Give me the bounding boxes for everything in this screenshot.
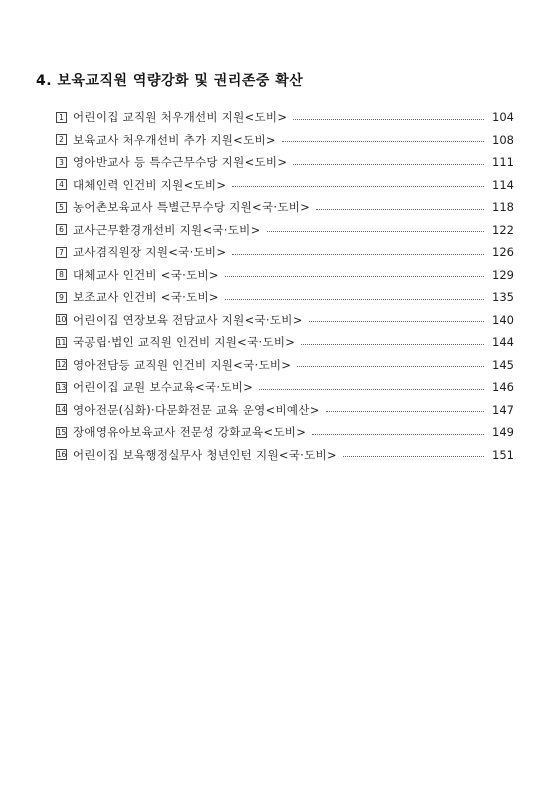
toc-item[interactable]	[56, 196, 514, 219]
toc-item[interactable]	[56, 354, 514, 377]
page-number: 118	[492, 200, 514, 215]
page-number: 146	[492, 380, 514, 395]
toc-item[interactable]	[56, 286, 514, 309]
item-number-box: 6	[56, 224, 67, 235]
dot-leader	[282, 141, 484, 142]
item-number-box: 3	[56, 157, 67, 168]
dot-leader	[267, 231, 484, 232]
item-number-box: 15	[56, 427, 67, 437]
dot-leader	[232, 254, 484, 255]
item-number-box: 8	[56, 269, 67, 280]
item-number-box: 16	[56, 450, 67, 459]
page-number: 151	[492, 447, 514, 462]
section-title: 4. 보육교직원 역량강화 및 권리존중 확산	[36, 73, 304, 89]
item-number-box: 9	[56, 292, 67, 303]
entry-title: 농어촌보육교사 특별근무수당 지원<국·도비>	[73, 200, 311, 215]
dot-leader	[301, 344, 484, 345]
item-number-box: 5	[56, 202, 67, 213]
dot-leader	[297, 366, 484, 367]
page-number: 122	[492, 222, 514, 237]
toc-item[interactable]	[56, 151, 514, 174]
item-number-box: 7	[56, 247, 67, 258]
entry-title: 영아반교사 등 특수근무수당 지원<도비>	[73, 155, 288, 170]
page-number: 144	[492, 335, 514, 350]
page-number: 147	[492, 402, 514, 417]
item-number-box: 10	[56, 315, 67, 324]
page-number: 126	[492, 245, 514, 260]
entry-title: 교사근무환경개선비 지원<국·도비>	[73, 222, 261, 237]
dot-leader	[343, 456, 484, 457]
toc-item[interactable]	[56, 219, 514, 242]
toc-item[interactable]	[56, 331, 514, 354]
page-number: 114	[492, 177, 514, 192]
item-number-box: 14	[56, 405, 67, 414]
entry-title: 어린이집 보육행정실무사 청년인턴 지원<국·도비>	[73, 447, 337, 462]
item-number-box: 4	[56, 179, 67, 190]
page-number: 104	[492, 110, 514, 125]
dot-leader	[293, 164, 484, 165]
entry-title: 영아전담등 교직원 인건비 지원<국·도비>	[73, 357, 292, 372]
page-number: 135	[492, 290, 514, 305]
toc-item[interactable]	[56, 174, 514, 197]
toc-item[interactable]	[56, 444, 514, 467]
item-number-box: 12	[56, 360, 67, 369]
toc-item[interactable]	[56, 376, 514, 399]
page-number: 108	[492, 132, 514, 147]
toc-item[interactable]	[56, 421, 514, 444]
toc-item[interactable]	[56, 399, 514, 422]
dot-leader	[259, 389, 484, 390]
entry-title: 어린이집 교직원 처우개선비 지원<도비>	[73, 110, 288, 125]
item-number-box: 2	[56, 134, 67, 145]
toc-item[interactable]	[56, 241, 514, 264]
entry-title: 대체교사 인건비 <국·도비>	[73, 267, 219, 282]
dot-leader	[225, 276, 484, 277]
entry-title: 장애영유아보육교사 전문성 강화교육<도비>	[73, 425, 307, 440]
entry-title: 교사겸직원장 지원<국·도비>	[73, 245, 227, 260]
table-of-contents	[56, 106, 514, 466]
toc-item[interactable]	[56, 264, 514, 287]
item-number-box: 1	[56, 112, 67, 123]
page-number: 140	[492, 312, 514, 327]
dot-leader	[309, 321, 484, 322]
entry-title: 보조교사 인건비 <국·도비>	[73, 290, 219, 305]
toc-item[interactable]	[56, 106, 514, 129]
page-number: 111	[492, 155, 514, 170]
dot-leader	[312, 434, 484, 435]
entry-title: 보육교사 처우개선비 추가 지원<도비>	[73, 132, 276, 147]
entry-title: 영아전문(심화)·다문화전문 교육 운영<비예산>	[73, 402, 320, 417]
item-number-box: 11	[56, 337, 67, 347]
dot-leader	[316, 209, 484, 210]
dot-leader	[326, 411, 484, 412]
page-number: 149	[492, 425, 514, 440]
entry-title: 어린이집 연장보육 전담교사 지원<국·도비>	[73, 312, 303, 327]
item-number-box: 13	[56, 382, 67, 392]
entry-title: 대체인력 인건비 지원<도비>	[73, 177, 227, 192]
entry-title: 국공립·법인 교직원 인건비 지원<국·도비>	[73, 335, 296, 350]
page-number: 145	[492, 357, 514, 372]
toc-item[interactable]	[56, 309, 514, 332]
toc-item[interactable]	[56, 129, 514, 152]
dot-leader	[232, 186, 484, 187]
page-number: 129	[492, 267, 514, 282]
dot-leader	[293, 119, 484, 120]
dot-leader	[225, 299, 484, 300]
entry-title: 어린이집 교원 보수교육<국·도비>	[73, 380, 254, 395]
